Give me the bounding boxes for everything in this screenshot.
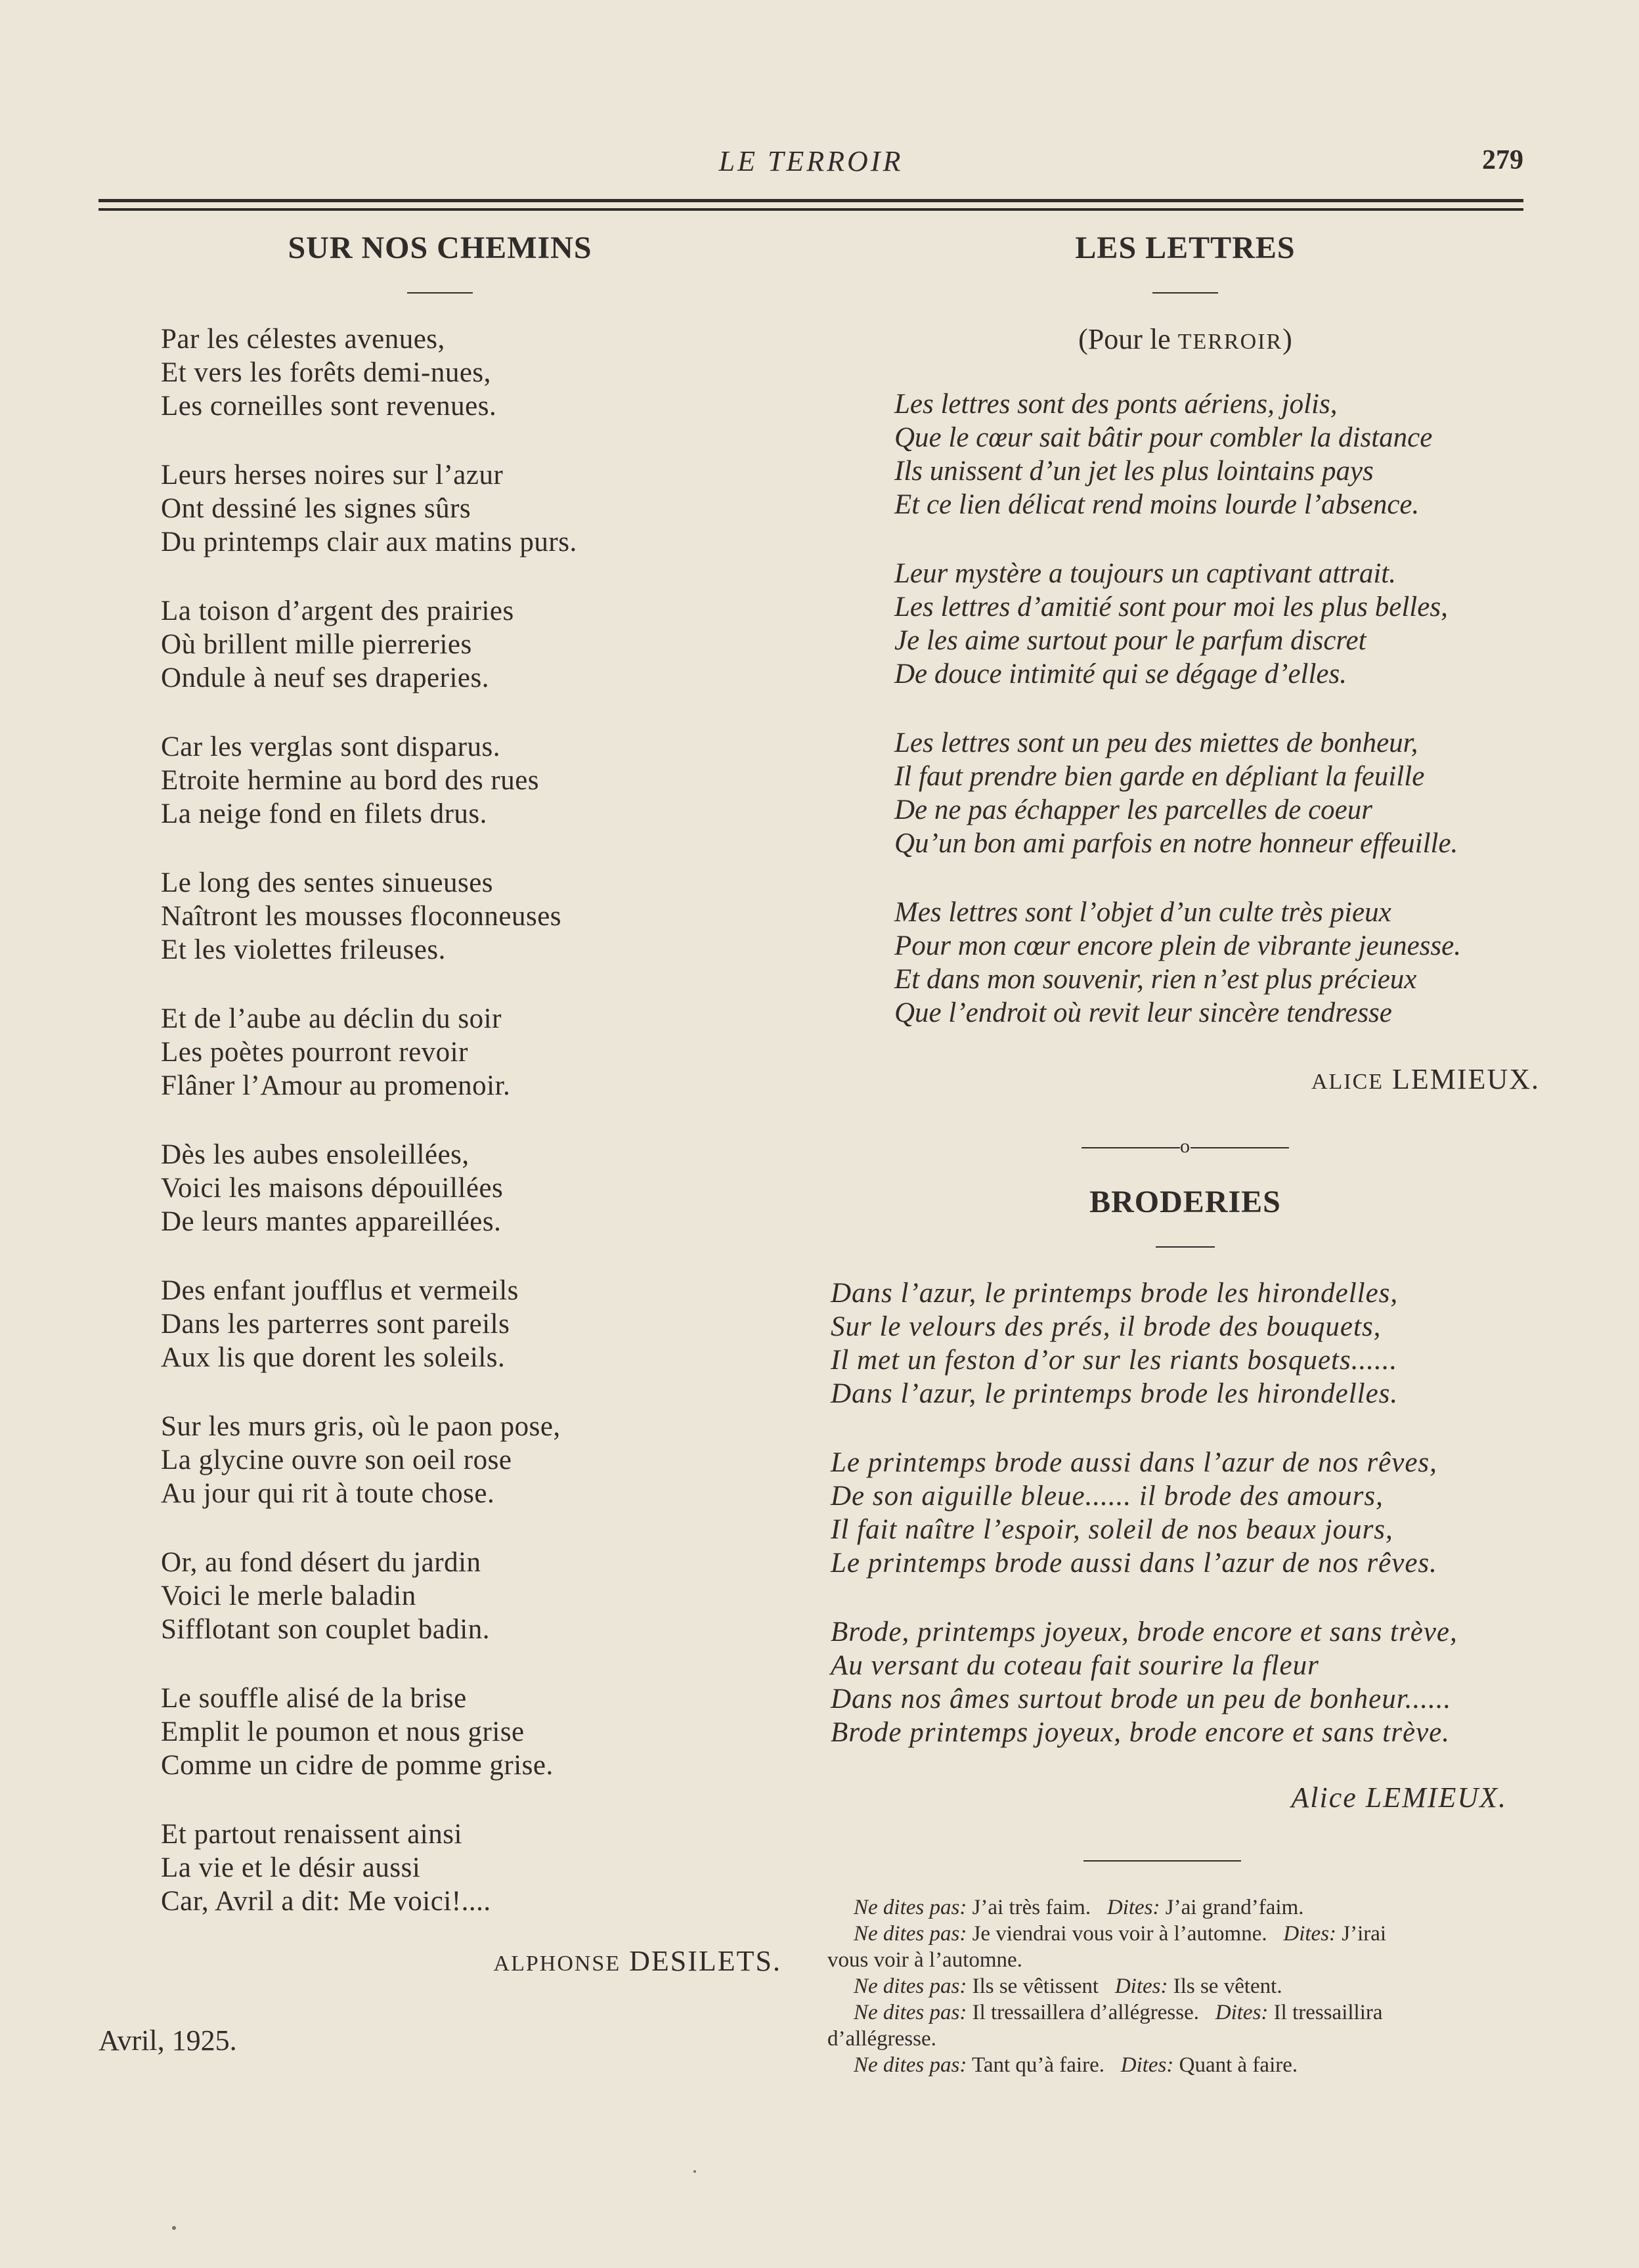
note-right-label: Dites:: [1120, 2053, 1174, 2077]
note-wrong: Tant qu’à faire.: [971, 2053, 1104, 2077]
stanza: [831, 896, 1540, 1030]
stanza: [98, 1818, 781, 1918]
title-dash: [1152, 292, 1218, 294]
stanza: [98, 866, 781, 967]
notes-rule: [1083, 1860, 1241, 1862]
paper-speck: [172, 2226, 176, 2230]
page-header: [98, 144, 1523, 184]
stanza: [98, 1274, 781, 1374]
right-column: [827, 230, 1540, 2078]
verse-line: Il fait naître l’espoir, soleil de nos beaux jours,: [831, 1514, 1393, 1545]
verse-line: Dans l’azur, le printemps brode les hirondelles,: [831, 1278, 1399, 1309]
verse-line: La glycine ouvre son oeil rose: [161, 1445, 512, 1475]
verse-line: Leur mystère a toujours un captivant attrait.: [894, 558, 1397, 589]
verse-line: Flâner l’Amour au promenoir.: [161, 1070, 511, 1101]
verse-line: Le printemps brode aussi dans l’azur de nos rêves.: [831, 1548, 1437, 1579]
poem-title-les-lettres: LES LETTRES: [1075, 230, 1296, 265]
note-line: [827, 1894, 1540, 1921]
section-separator: [831, 1135, 1540, 1158]
header-rule-thick: [98, 199, 1523, 202]
verse-line: Au versant du coteau fait sourire la fleur: [831, 1650, 1319, 1681]
verse-line: Il met un feston d’or sur les riants bosquets......: [831, 1345, 1398, 1376]
note-right-label: Dites:: [1106, 1896, 1160, 1919]
separator-line: [1191, 1147, 1289, 1148]
stanza: [98, 730, 781, 831]
poem-title-broderies: BRODERIES: [1089, 1185, 1281, 1219]
verse-line: Brode printemps joyeux, brode encore et sans trève.: [831, 1717, 1450, 1748]
note-line: [827, 1973, 1540, 1999]
verse-line: Naîtront les mousses floconneuses: [161, 901, 562, 932]
poem-broderies: [827, 1276, 1540, 1749]
poem-dedication: [831, 322, 1540, 356]
verse-line: Les lettres sont un peu des miettes de bonheur,: [894, 728, 1418, 758]
verse-line: La neige fond en filets drus.: [161, 798, 487, 829]
verse-line: Emplit le poumon et nous grise: [161, 1716, 525, 1747]
verse-line: Où brillent mille pierreries: [161, 629, 472, 660]
verse-line: Et dans mon souvenir, rien n’est plus précieux: [894, 964, 1417, 995]
verse-line: Or, au fond désert du jardin: [161, 1547, 481, 1578]
title-dash: [1156, 1246, 1215, 1248]
note-line: [827, 1999, 1540, 2026]
verse-line: Ondule à neuf ses draperies.: [161, 663, 489, 693]
note-right: J’irai: [1342, 1922, 1387, 1946]
verse-line: Le long des sentes sinueuses: [161, 867, 494, 898]
verse-line: Que l’endroit où revit leur sincère tendresse: [894, 997, 1392, 1028]
verse-line: Voici le merle baladin: [161, 1581, 416, 1611]
verse-line: Car les verglas sont disparus.: [161, 731, 500, 762]
verse-line: De ne pas échapper les parcelles de coeur: [894, 795, 1372, 825]
verse-line: Mes lettres sont l’objet d’un culte très pieux: [894, 897, 1391, 928]
stanza: [831, 387, 1540, 521]
verse-line: Je les aime surtout pour le parfum discret: [894, 625, 1366, 656]
verse-line: La toison d’argent des prairies: [161, 596, 514, 626]
title-dash: [407, 292, 473, 294]
dedication-prefix: (Pour le: [1078, 323, 1171, 355]
stanza: [831, 726, 1540, 860]
note-wrong-label: Ne dites pas:: [854, 1974, 967, 1998]
verse-line: Et les violettes frileuses.: [161, 934, 446, 965]
verse-line: Les poètes pourront revoir: [161, 1037, 468, 1068]
note-right: J’ai grand’faim.: [1165, 1896, 1304, 1919]
note-right-label: Dites:: [1215, 2001, 1269, 2024]
author-last-name: DESILETS.: [629, 1945, 781, 1977]
stanza: [98, 322, 781, 423]
note-right: Ils se vêtent.: [1173, 1974, 1282, 1998]
verse-line: Ils unissent d’un jet les plus lointains pays: [894, 456, 1374, 487]
verse-line: Et vers les forêts demi-nues,: [161, 357, 491, 388]
verse-line: Et partout renaissent ainsi: [161, 1819, 462, 1850]
poem-author-broderies: Alice LEMIEUX.: [1291, 1781, 1507, 1814]
verse-line: Que le cœur sait bâtir pour combler la distance: [894, 422, 1433, 453]
verse-line: Les lettres d’amitié sont pour moi les plus belles,: [894, 592, 1448, 622]
note-wrong-label: Ne dites pas:: [854, 2001, 967, 2024]
stanza: [827, 1276, 1540, 1410]
verse-line: La vie et le désir aussi: [161, 1852, 421, 1883]
poem-author-desilets: [98, 1944, 781, 1978]
note-right-label: Dites:: [1283, 1922, 1337, 1946]
left-column: [98, 230, 781, 2057]
note-line: [827, 1921, 1540, 1947]
verse-line: Comme un cidre de pomme grise.: [161, 1750, 554, 1781]
poem-author-lemieux: [831, 1062, 1540, 1096]
stanza: [98, 1546, 781, 1646]
verse-line: Les corneilles sont revenues.: [161, 391, 497, 422]
note-wrong: J’ai très faim.: [972, 1896, 1091, 1919]
verse-line: Des enfant joufflus et vermeils: [161, 1275, 519, 1306]
verse-line: Dans nos âmes surtout brode un peu de bonheur......: [831, 1684, 1452, 1714]
poem-date: Avril, 1925.: [98, 2024, 237, 2057]
note-wrong: Je viendrai vous voir à l’automne.: [972, 1922, 1267, 1946]
verse-line: Qu’un bon ami parfois en notre honneur effeuille.: [894, 828, 1458, 859]
poem-sur-nos-chemins: [98, 322, 781, 1918]
note-wrong: Il tressaillera d’allégresse.: [972, 2001, 1199, 2024]
verse-line: Leurs herses noires sur l’azur: [161, 460, 504, 491]
verse-line: Et de l’aube au déclin du soir: [161, 1003, 502, 1034]
verse-line: Au jour qui rit à toute chose.: [161, 1478, 495, 1509]
verse-line: Par les célestes avenues,: [161, 324, 445, 355]
note-right-label: Dites:: [1114, 1974, 1168, 1998]
running-title: LE TERROIR: [718, 145, 904, 177]
verse-line: Dès les aubes ensoleillées,: [161, 1139, 470, 1170]
verse-line: Et ce lien délicat rend moins lourde l’absence.: [894, 489, 1420, 520]
verse-line: Sifflotant son couplet badin.: [161, 1614, 490, 1645]
verse-line: Le printemps brode aussi dans l’azur de nos rêves,: [831, 1447, 1437, 1478]
separator-line: [1082, 1147, 1180, 1148]
verse-line: De leurs mantes appareillées.: [161, 1206, 502, 1237]
verse-line: Sur le velours des prés, il brode des bouquets,: [831, 1311, 1382, 1342]
verse-line: Pour mon cœur encore plein de vibrante jeunesse.: [894, 930, 1461, 961]
note-line: [827, 2052, 1540, 2078]
stanza: [98, 1002, 781, 1102]
dedication-suffix: ): [1282, 323, 1292, 355]
stanza: [98, 594, 781, 695]
note-right: Quant à faire.: [1179, 2053, 1298, 2077]
stanza: [827, 1446, 1540, 1580]
stanza: [98, 1138, 781, 1238]
language-notes: [827, 1894, 1540, 2078]
verse-line: Aux lis que dorent les soleils.: [161, 1342, 506, 1373]
poem-les-lettres: [831, 387, 1540, 1030]
verse-line: De son aiguille bleue...... il brode des amours,: [831, 1481, 1384, 1512]
verse-line: Voici les maisons dépouillées: [161, 1173, 504, 1204]
separator-mark: o: [1180, 1135, 1191, 1157]
note-wrong: Ils se vêtissent: [972, 1974, 1099, 1998]
verse-line: Dans les parterres sont pareils: [161, 1309, 510, 1340]
verse-line: Les lettres sont des ponts aériens, jolis,: [894, 389, 1338, 420]
note-wrong-label: Ne dites pas:: [854, 1896, 967, 1919]
stanza: [98, 1410, 781, 1510]
verse-line: Dans l’azur, le printemps brode les hirondelles.: [831, 1378, 1399, 1409]
author-first-name: ALPHONSE: [493, 1952, 621, 1976]
note-wrong-label: Ne dites pas:: [854, 2053, 967, 2077]
stanza: [827, 1615, 1540, 1749]
note-wrong-label: Ne dites pas:: [854, 1922, 967, 1946]
verse-line: Sur les murs gris, où le paon pose,: [161, 1411, 561, 1442]
paper-speck: [693, 2170, 696, 2173]
stanza: [98, 458, 781, 559]
header-rule-thin: [98, 208, 1523, 211]
verse-line: Ont dessiné les signes sûrs: [161, 493, 471, 524]
verse-line: Il faut prendre bien garde en dépliant la feuille: [894, 761, 1425, 792]
note-line: d’allégresse.: [827, 2027, 936, 2051]
verse-line: Le souffle alisé de la brise: [161, 1683, 467, 1714]
stanza: [831, 557, 1540, 691]
verse-line: Etroite hermine au bord des rues: [161, 765, 540, 796]
verse-line: De douce intimité qui se dégage d’elles.: [894, 659, 1347, 689]
verse-line: Du printemps clair aux matins purs.: [161, 527, 577, 557]
note-right: Il tressaillira: [1273, 2001, 1383, 2024]
poem-title-sur-nos-chemins: SUR NOS CHEMINS: [288, 230, 592, 265]
author-last-name: LEMIEUX.: [1392, 1063, 1540, 1095]
author-first-name: ALICE: [1311, 1070, 1384, 1094]
page-number: 279: [1482, 145, 1523, 175]
note-line: vous voir à l’automne.: [827, 1948, 1022, 1972]
verse-line: Car, Avril a dit: Me voici!....: [161, 1886, 491, 1917]
dedication-terroir: TERROIR: [1177, 330, 1283, 354]
stanza: [98, 1682, 781, 1782]
verse-line: Brode, printemps joyeux, brode encore et sans trève,: [831, 1617, 1458, 1647]
